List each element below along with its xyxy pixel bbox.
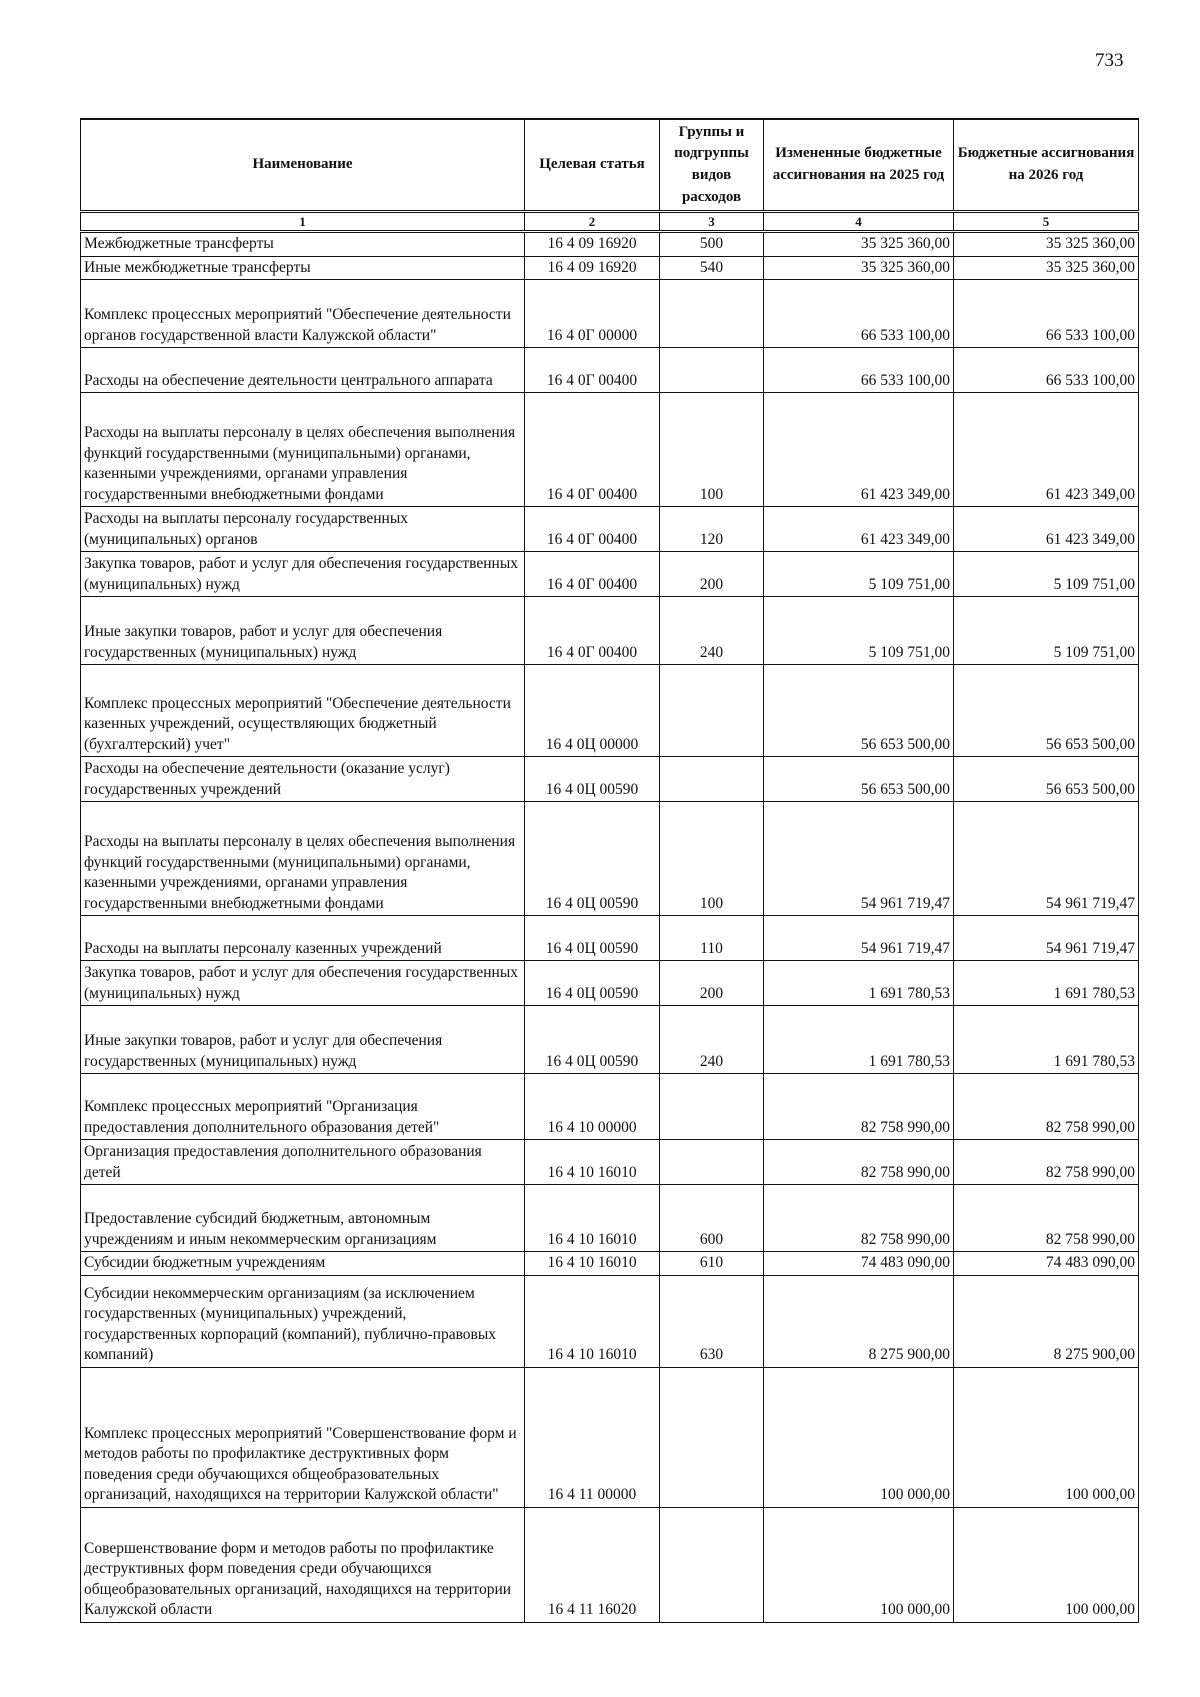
table-row [81, 552, 1139, 597]
row-name: Иные закупки товаров, работ и услуг для обеспечения государственных (муниципальных) нужд [81, 597, 525, 665]
row-name: Иные закупки товаров, работ и услуг для обеспечения государственных (муниципальных) нужд [81, 1006, 525, 1074]
row-name: Совершенствование форм и методов работы по профилактике деструктивных форм поведения среди обучающихся общеобразовательных организаций, находящихся на территории Калужской области [81, 1507, 525, 1622]
row-expense-group: 500 [660, 232, 764, 256]
row-amount-2025: 54 961 719,47 [764, 802, 954, 916]
row-name: Расходы на выплаты персоналу в целях обеспечения выполнения функций государственными (муниципальными) органами, казенными учреждениями, органами управления государственными внебюджетными фондами [81, 393, 525, 507]
table-row [81, 1507, 1139, 1622]
row-expense-group: 240 [660, 1006, 764, 1074]
row-amount-2025: 61 423 349,00 [764, 393, 954, 507]
row-target-article: 16 4 09 16920 [525, 232, 660, 256]
row-name: Комплекс процессных мероприятий "Обеспечение деятельности органов государственной власти Калужской области" [81, 280, 525, 348]
row-expense-group: 630 [660, 1275, 764, 1367]
row-target-article: 16 4 0Г 00400 [525, 348, 660, 393]
row-target-article: 16 4 10 00000 [525, 1074, 660, 1140]
row-name: Комплекс процессных мероприятий "Совершенствование форм и методов работы по профилактике деструктивных форм поведения среди обучающихся общеобразовательных организаций, находящихся на территории Калужской области" [81, 1367, 525, 1507]
row-name: Комплекс процессных мероприятий "Организация предоставления дополнительного образования детей" [81, 1074, 525, 1140]
row-expense-group: 610 [660, 1252, 764, 1275]
row-name: Закупка товаров, работ и услуг для обеспечения государственных (муниципальных) нужд [81, 961, 525, 1006]
row-amount-2026: 5 109 751,00 [954, 597, 1139, 665]
row-amount-2025: 5 109 751,00 [764, 597, 954, 665]
table-row [81, 232, 1139, 256]
table-row [81, 393, 1139, 507]
row-expense-group [660, 348, 764, 393]
table-row [81, 280, 1139, 348]
row-expense-group: 100 [660, 802, 764, 916]
row-expense-group [660, 665, 764, 757]
row-expense-group: 100 [660, 393, 764, 507]
row-amount-2026: 66 533 100,00 [954, 348, 1139, 393]
header-amount-2025: Измененные бюджетные ассигнования на 2025 год [764, 119, 954, 212]
header-amount-2026: Бюджетные ассигнования на 2026 год [954, 119, 1139, 212]
row-amount-2025: 74 483 090,00 [764, 1252, 954, 1275]
row-target-article: 16 4 10 16010 [525, 1140, 660, 1185]
row-target-article: 16 4 10 16010 [525, 1252, 660, 1275]
row-target-article: 16 4 0Г 00000 [525, 280, 660, 348]
budget-table [80, 118, 1139, 1623]
table-body [81, 232, 1139, 1622]
row-name: Иные межбюджетные трансферты [81, 256, 525, 279]
row-expense-group: 540 [660, 256, 764, 279]
table-row [81, 256, 1139, 279]
table-row [81, 802, 1139, 916]
header-expense-groups: Группы и подгруппы видов расходов [660, 119, 764, 212]
row-amount-2026: 100 000,00 [954, 1507, 1139, 1622]
row-target-article: 16 4 0Ц 00590 [525, 802, 660, 916]
row-name: Расходы на обеспечение деятельности центрального аппарата [81, 348, 525, 393]
row-amount-2025: 5 109 751,00 [764, 552, 954, 597]
row-expense-group: 120 [660, 507, 764, 552]
row-amount-2026: 66 533 100,00 [954, 280, 1139, 348]
row-amount-2026: 35 325 360,00 [954, 256, 1139, 279]
row-expense-group: 240 [660, 597, 764, 665]
row-amount-2025: 56 653 500,00 [764, 757, 954, 802]
row-target-article: 16 4 0Г 00400 [525, 597, 660, 665]
row-amount-2026: 54 961 719,47 [954, 802, 1139, 916]
table-row [81, 1252, 1139, 1275]
row-amount-2025: 82 758 990,00 [764, 1185, 954, 1252]
table-row [81, 597, 1139, 665]
row-amount-2025: 8 275 900,00 [764, 1275, 954, 1367]
row-target-article: 16 4 10 16010 [525, 1275, 660, 1367]
row-expense-group: 200 [660, 552, 764, 597]
table-row [81, 1006, 1139, 1074]
row-name: Субсидии некоммерческим организациям (за исключением государственных (муниципальных) учреждений, государственных корпораций (компаний), публично-правовых компаний) [81, 1275, 525, 1367]
row-target-article: 16 4 0Ц 00590 [525, 916, 660, 961]
table-row [81, 961, 1139, 1006]
table-row [81, 757, 1139, 802]
row-expense-group [660, 280, 764, 348]
row-expense-group: 200 [660, 961, 764, 1006]
row-amount-2026: 1 691 780,53 [954, 961, 1139, 1006]
row-target-article: 16 4 0Ц 00590 [525, 1006, 660, 1074]
row-amount-2026: 8 275 900,00 [954, 1275, 1139, 1367]
row-target-article: 16 4 11 00000 [525, 1367, 660, 1507]
row-name: Организация предоставления дополнительного образования детей [81, 1140, 525, 1185]
row-expense-group [660, 1367, 764, 1507]
table-header [81, 119, 1139, 232]
row-name: Расходы на выплаты персоналу в целях обеспечения выполнения функций государственными (муниципальными) органами, казенными учреждениями, органами управления государственными внебюджетными фондами [81, 802, 525, 916]
table-row [81, 1140, 1139, 1185]
row-amount-2026: 61 423 349,00 [954, 507, 1139, 552]
table-row [81, 916, 1139, 961]
row-amount-2026: 100 000,00 [954, 1367, 1139, 1507]
row-amount-2026: 56 653 500,00 [954, 665, 1139, 757]
column-number: 5 [954, 212, 1139, 232]
table-row [81, 1367, 1139, 1507]
row-target-article: 16 4 0Г 00400 [525, 507, 660, 552]
row-amount-2025: 66 533 100,00 [764, 348, 954, 393]
row-amount-2025: 100 000,00 [764, 1367, 954, 1507]
row-amount-2026: 61 423 349,00 [954, 393, 1139, 507]
column-number: 4 [764, 212, 954, 232]
row-amount-2026: 82 758 990,00 [954, 1140, 1139, 1185]
row-amount-2025: 1 691 780,53 [764, 1006, 954, 1074]
row-expense-group [660, 757, 764, 802]
row-name: Предоставление субсидий бюджетным, автономным учреждениям и иным некоммерческим организациям [81, 1185, 525, 1252]
table-row [81, 348, 1139, 393]
table-row [81, 1275, 1139, 1367]
column-number: 3 [660, 212, 764, 232]
row-target-article: 16 4 0Ц 00000 [525, 665, 660, 757]
row-name: Расходы на выплаты персоналу государственных (муниципальных) органов [81, 507, 525, 552]
row-target-article: 16 4 0Ц 00590 [525, 757, 660, 802]
row-expense-group [660, 1507, 764, 1622]
row-amount-2025: 54 961 719,47 [764, 916, 954, 961]
row-expense-group: 600 [660, 1185, 764, 1252]
row-expense-group [660, 1074, 764, 1140]
table-row [81, 1074, 1139, 1140]
column-number: 1 [81, 212, 525, 232]
page-number: 733 [1095, 50, 1124, 71]
row-target-article: 16 4 11 16020 [525, 1507, 660, 1622]
row-amount-2025: 56 653 500,00 [764, 665, 954, 757]
row-name: Расходы на обеспечение деятельности (оказание услуг) государственных учреждений [81, 757, 525, 802]
row-expense-group [660, 1140, 764, 1185]
table-row [81, 665, 1139, 757]
table-row [81, 507, 1139, 552]
header-target-article: Целевая статья [525, 119, 660, 212]
row-amount-2026: 35 325 360,00 [954, 232, 1139, 256]
row-amount-2025: 82 758 990,00 [764, 1140, 954, 1185]
row-name: Расходы на выплаты персоналу казенных учреждений [81, 916, 525, 961]
row-amount-2026: 56 653 500,00 [954, 757, 1139, 802]
row-name: Субсидии бюджетным учреждениям [81, 1252, 525, 1275]
header-name: Наименование [81, 119, 525, 212]
column-number: 2 [525, 212, 660, 232]
row-amount-2025: 35 325 360,00 [764, 256, 954, 279]
row-amount-2026: 54 961 719,47 [954, 916, 1139, 961]
row-name: Межбюджетные трансферты [81, 232, 525, 256]
row-amount-2025: 66 533 100,00 [764, 280, 954, 348]
row-target-article: 16 4 0Ц 00590 [525, 961, 660, 1006]
row-amount-2025: 82 758 990,00 [764, 1074, 954, 1140]
row-target-article: 16 4 09 16920 [525, 256, 660, 279]
table-row [81, 1185, 1139, 1252]
row-amount-2026: 74 483 090,00 [954, 1252, 1139, 1275]
row-expense-group: 110 [660, 916, 764, 961]
row-amount-2025: 35 325 360,00 [764, 232, 954, 256]
row-target-article: 16 4 0Г 00400 [525, 393, 660, 507]
row-amount-2025: 100 000,00 [764, 1507, 954, 1622]
row-name: Комплекс процессных мероприятий "Обеспечение деятельности казенных учреждений, осуществляющих бюджетный (бухгалтерский) учет" [81, 665, 525, 757]
row-amount-2026: 82 758 990,00 [954, 1074, 1139, 1140]
row-target-article: 16 4 10 16010 [525, 1185, 660, 1252]
row-amount-2026: 1 691 780,53 [954, 1006, 1139, 1074]
row-target-article: 16 4 0Г 00400 [525, 552, 660, 597]
row-amount-2026: 82 758 990,00 [954, 1185, 1139, 1252]
row-amount-2026: 5 109 751,00 [954, 552, 1139, 597]
row-amount-2025: 61 423 349,00 [764, 507, 954, 552]
row-amount-2025: 1 691 780,53 [764, 961, 954, 1006]
row-name: Закупка товаров, работ и услуг для обеспечения государственных (муниципальных) нужд [81, 552, 525, 597]
